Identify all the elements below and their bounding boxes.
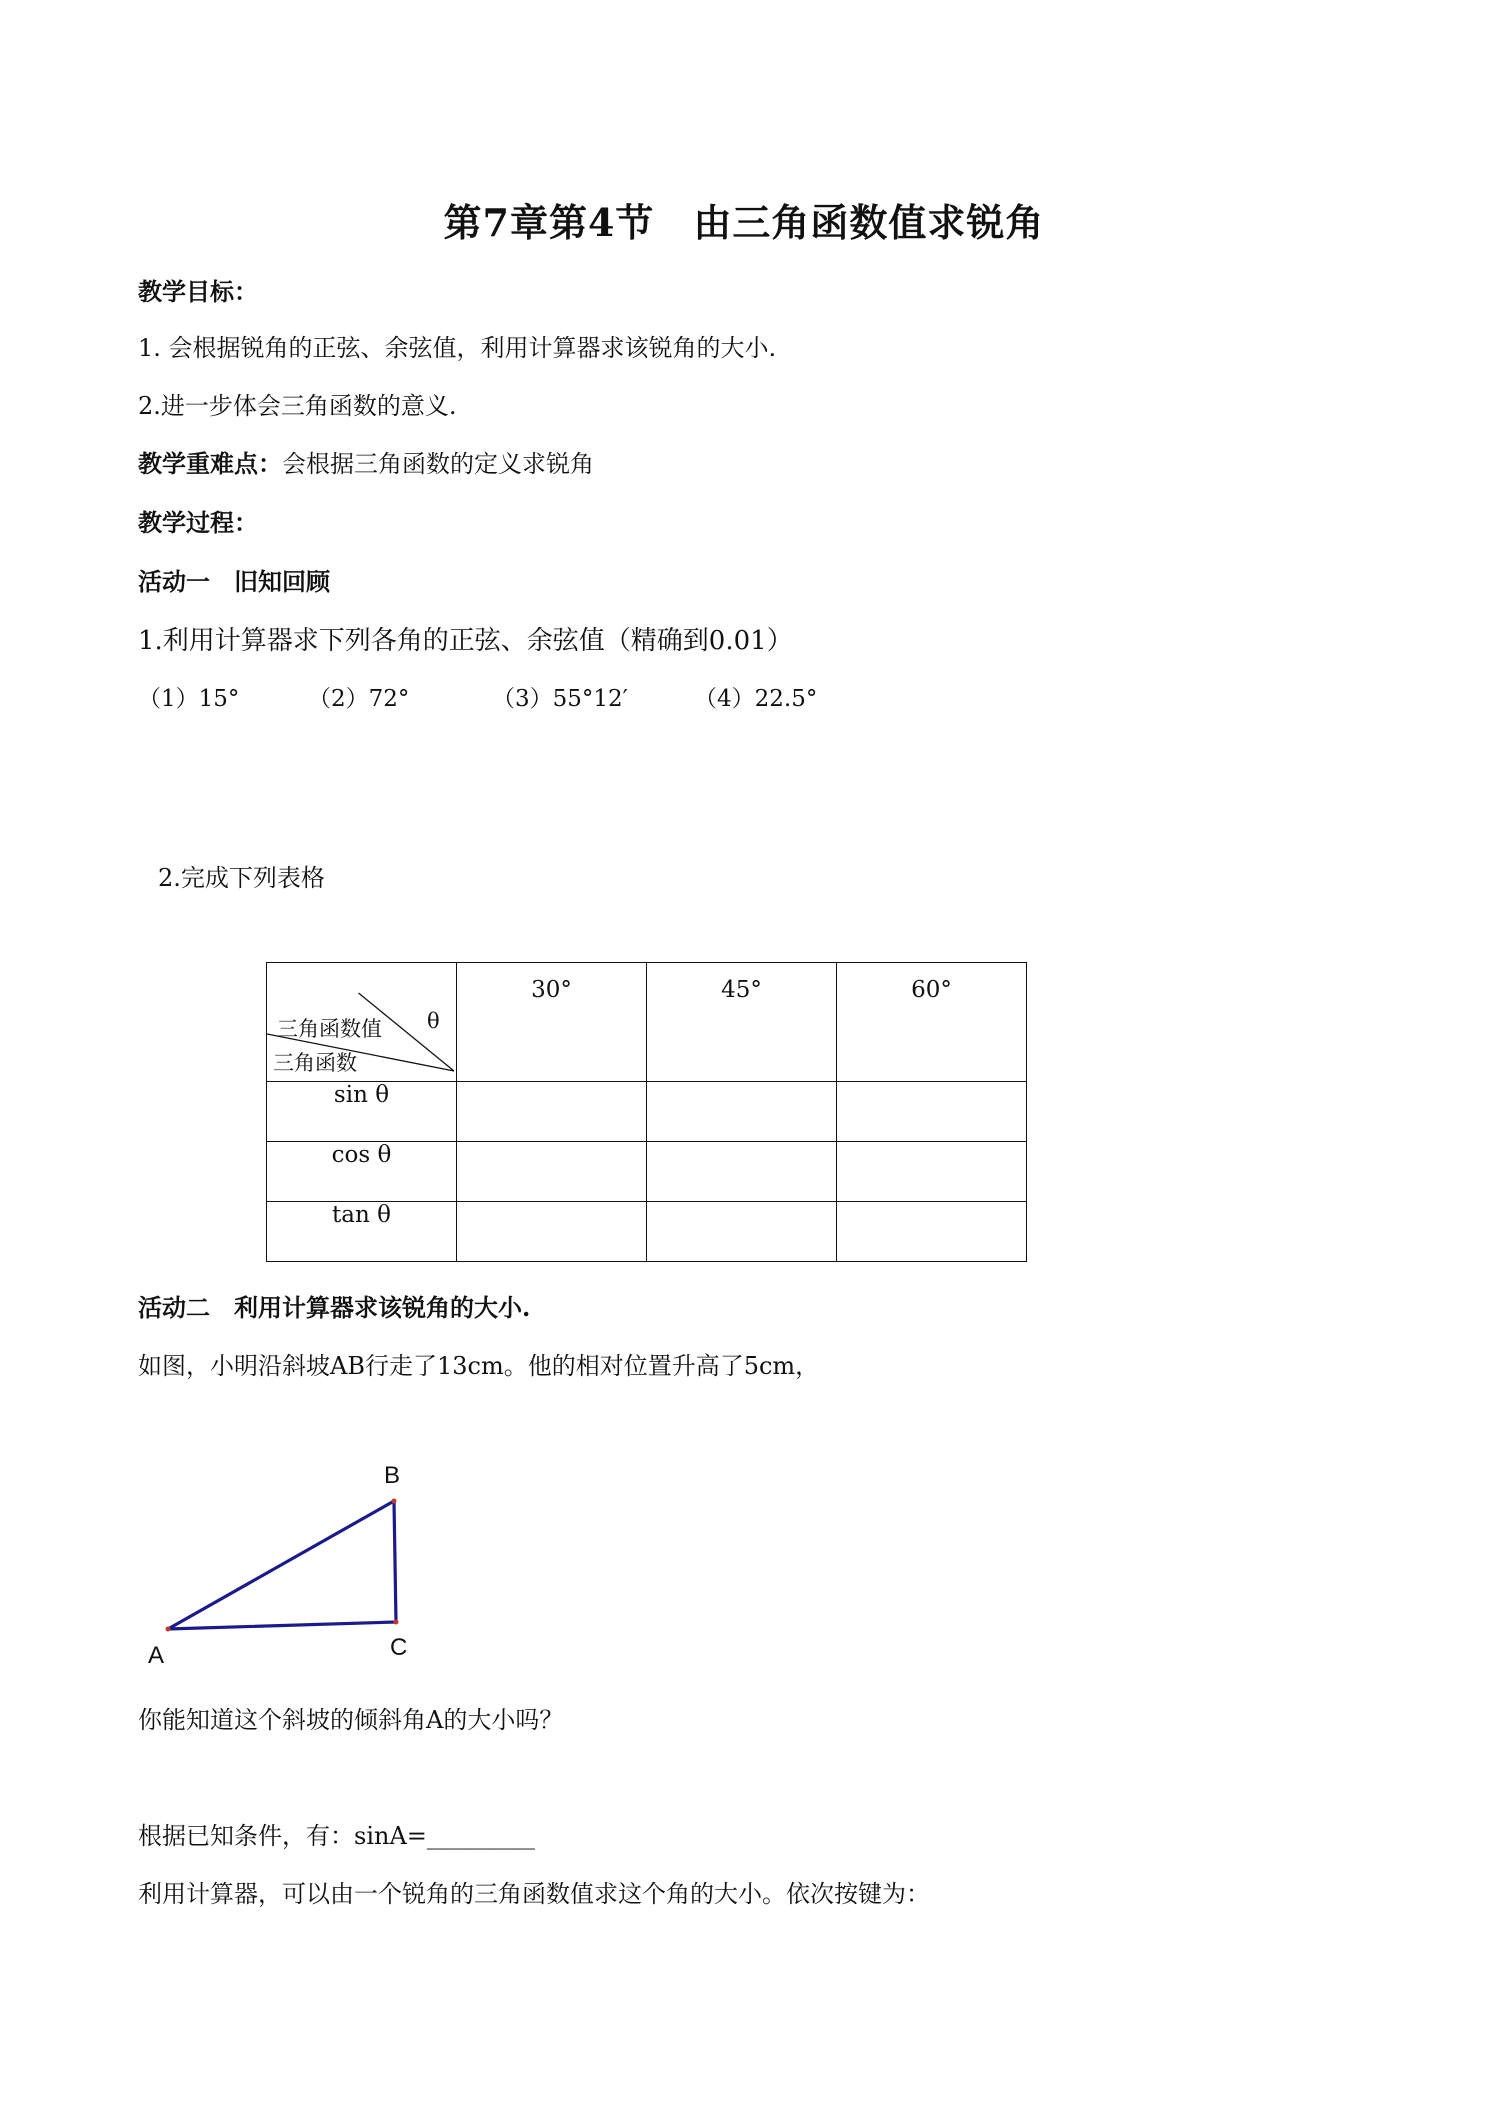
table-cell: [457, 1082, 647, 1142]
key-points-heading: 教学重难点：: [138, 449, 282, 478]
objectives-heading: 教学目标：: [138, 277, 258, 306]
activity2-question: 你能知道这个斜坡的倾斜角A的大小吗？: [138, 1706, 564, 1734]
column-header-30: 30°: [531, 977, 572, 1003]
vertex-label-b: B: [384, 1462, 401, 1489]
table-cell: [837, 1142, 1027, 1202]
vertex-a-dot: [166, 1627, 171, 1632]
triangle-abc: [168, 1501, 396, 1629]
table-row: [267, 1082, 1027, 1142]
activity1-heading: 活动一 旧知回顾: [138, 567, 330, 596]
table-cell: [457, 1202, 647, 1262]
table-cell: [457, 1142, 647, 1202]
corner-label-values: 三角函数值: [277, 1017, 382, 1041]
row-header-tan: tan θ: [267, 1202, 457, 1262]
row-header-sin: sin θ: [267, 1082, 457, 1142]
activity1-question-2: 2.完成下列表格: [158, 864, 325, 892]
table-header-row: [267, 963, 1027, 1082]
vertex-c-dot: [394, 1620, 399, 1625]
calculator-instruction: 利用计算器，可以由一个锐角的三角函数值求这个角的大小。依次按键为：: [138, 1880, 930, 1908]
key-points-text: 会根据三角函数的定义求锐角: [282, 450, 594, 478]
activity1-question-1: 1.利用计算器求下列各角的正弦、余弦值（精确到0.01）: [138, 626, 793, 656]
objective-item-1: 1. 会根据锐角的正弦、余弦值，利用计算器求该锐角的大小.: [138, 334, 777, 362]
page-title: 第7章第4节 由三角函数值求锐角: [443, 200, 1045, 245]
vertex-label-c: C: [390, 1634, 408, 1661]
column-header-cell: [647, 963, 837, 1082]
slope-triangle-figure: [140, 1455, 440, 1675]
table-row: [267, 1202, 1027, 1262]
option-2: （2）72°: [308, 686, 410, 712]
table-cell: [647, 1082, 837, 1142]
option-4: （4）22.5°: [694, 686, 818, 712]
answer-blank: _________: [426, 1822, 535, 1850]
option-1: （1）15°: [138, 686, 240, 712]
objective-item-2: 2.进一步体会三角函数的意义.: [138, 392, 457, 420]
vertex-label-a: A: [148, 1642, 165, 1669]
trig-table: [266, 962, 1027, 1262]
row-header-cos: cos θ: [267, 1142, 457, 1202]
table-cell: [647, 1202, 837, 1262]
corner-label-functions: 三角函数: [273, 1051, 357, 1075]
option-3: （3）55°12′: [492, 686, 628, 712]
process-heading: 教学过程：: [138, 508, 258, 537]
activity2-intro: 如图，小明沿斜坡AB行走了13cm。他的相对位置升高了5cm，: [138, 1352, 820, 1380]
key-points-line: [138, 444, 594, 479]
condition-text: 根据已知条件，有：sinA=: [138, 1822, 427, 1850]
condition-line: [138, 1816, 535, 1851]
column-header-cell: [457, 963, 647, 1082]
table-row: [267, 1142, 1027, 1202]
column-header-45: 45°: [721, 977, 762, 1003]
table-cell: [647, 1142, 837, 1202]
activity2-heading: 活动二 利用计算器求该锐角的大小.: [138, 1293, 531, 1322]
table-cell: [837, 1202, 1027, 1262]
vertex-b-dot: [392, 1499, 397, 1504]
column-header-cell: [837, 963, 1027, 1082]
table-corner-cell: [267, 963, 457, 1082]
column-header-60: 60°: [911, 977, 952, 1003]
corner-label-theta: θ: [427, 1009, 440, 1033]
table-cell: [837, 1082, 1027, 1142]
